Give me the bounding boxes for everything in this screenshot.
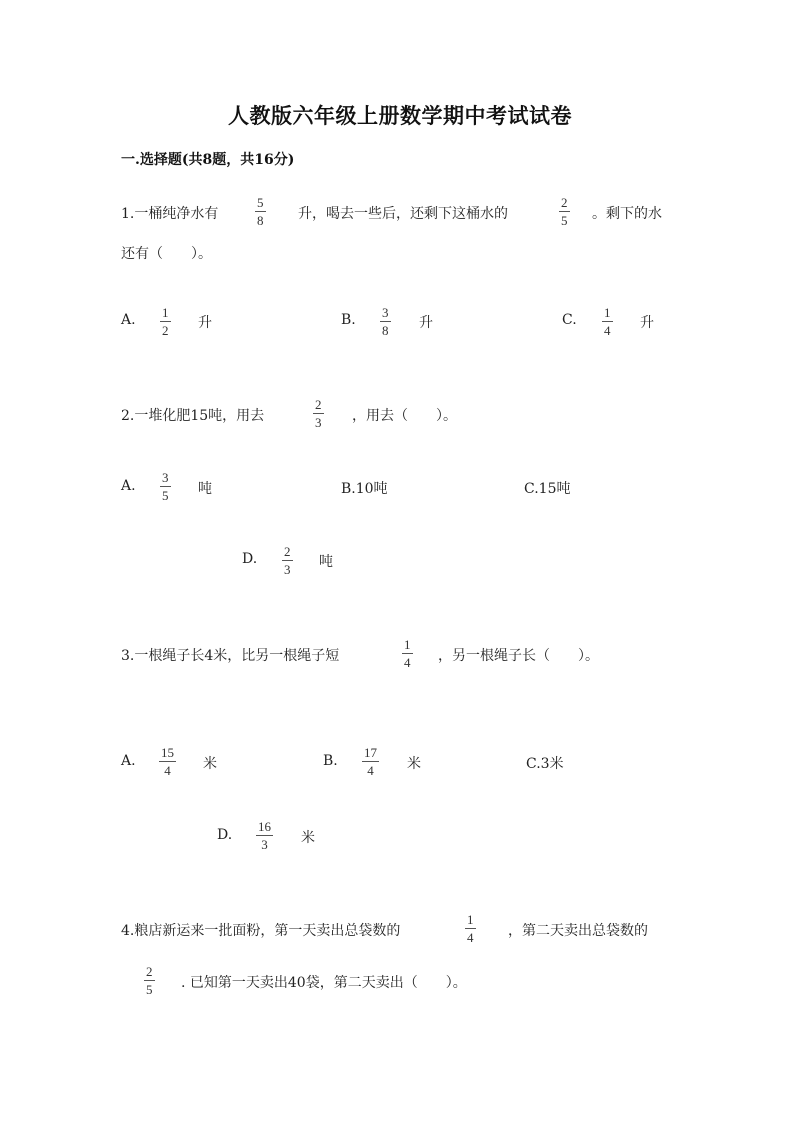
q3-option-a-label[interactable]: A. xyxy=(121,753,136,769)
q3-text-part-2: ，另一根绳子长（ ）。 xyxy=(438,648,599,664)
q1-text-part-3: 。剩下的水 xyxy=(592,206,662,222)
q2-option-b[interactable]: B.10吨 xyxy=(341,481,388,497)
fraction-bar xyxy=(362,761,379,762)
q3-option-d-label[interactable]: D. xyxy=(217,827,233,843)
fraction-numerator: 3 xyxy=(162,470,169,485)
fraction-numerator: 1 xyxy=(467,912,474,927)
fraction-bar xyxy=(402,653,413,654)
fraction-bar xyxy=(159,761,176,762)
q2-option-d-label[interactable]: D. xyxy=(242,551,258,567)
fraction-denominator: 3 xyxy=(284,562,291,577)
q1-option-c-label[interactable]: C. xyxy=(562,312,577,328)
q3-option-d-fraction xyxy=(256,820,273,852)
fraction-numerator: 1 xyxy=(404,637,411,652)
fraction-denominator: 5 xyxy=(561,213,568,228)
q3-option-a-fraction xyxy=(159,746,176,778)
fraction-numerator: 1 xyxy=(162,305,169,320)
q4-text-part-3: . 已知第一天卖出40袋，第二天卖出（ ）。 xyxy=(181,975,467,991)
q1-text-part-2: 升，喝去一些后，还剩下这桶水的 xyxy=(298,206,508,222)
q4-text-part-2: ，第二天卖出总袋数的 xyxy=(508,923,648,939)
q2-option-a-label[interactable]: A. xyxy=(121,478,136,494)
q4-text-part-1: 4.粮店新运来一批面粉，第一天卖出总袋数的 xyxy=(121,923,401,939)
fraction-denominator: 8 xyxy=(257,213,264,228)
fraction-denominator: 4 xyxy=(467,930,474,945)
q3-option-b-label[interactable]: B. xyxy=(323,753,338,769)
page-title: 人教版六年级上册数学期中考试试卷 xyxy=(228,103,572,128)
q2-fraction-1 xyxy=(313,398,324,430)
q1-option-a-unit: 升 xyxy=(198,315,212,331)
fraction-bar xyxy=(282,560,293,561)
fraction-numerator: 17 xyxy=(364,745,377,760)
fraction-numerator: 2 xyxy=(146,964,153,979)
q2-text-part-2: ，用去（ ）。 xyxy=(352,408,457,424)
fraction-bar xyxy=(465,928,476,929)
fraction-numerator: 1 xyxy=(604,305,611,320)
fraction-numerator: 2 xyxy=(561,195,568,210)
fraction-numerator: 3 xyxy=(382,305,389,320)
q1-option-c-unit: 升 xyxy=(640,315,654,331)
q3-option-d-unit: 米 xyxy=(301,830,315,846)
q2-option-a-unit: 吨 xyxy=(198,481,212,497)
fraction-denominator: 4 xyxy=(604,323,611,338)
q1-option-a-fraction xyxy=(160,306,171,338)
q2-option-a-fraction xyxy=(160,471,171,503)
q1-text-part-1: 1.一桶纯净水有 xyxy=(121,206,219,222)
fraction-denominator: 3 xyxy=(261,837,268,852)
fraction-bar xyxy=(256,835,273,836)
q4-fraction-2 xyxy=(144,965,155,997)
q2-option-c[interactable]: C.15吨 xyxy=(524,481,571,497)
fraction-numerator: 2 xyxy=(315,397,322,412)
fraction-bar xyxy=(160,486,171,487)
q2-option-d-unit: 吨 xyxy=(319,554,333,570)
fraction-denominator: 3 xyxy=(315,415,322,430)
fraction-denominator: 4 xyxy=(164,763,171,778)
fraction-denominator: 4 xyxy=(404,655,411,670)
fraction-numerator: 15 xyxy=(161,745,174,760)
q1-text-line-2: 还有（ ）。 xyxy=(121,246,212,262)
fraction-bar xyxy=(602,321,613,322)
q1-option-c-fraction xyxy=(602,306,613,338)
fraction-bar xyxy=(559,211,570,212)
fraction-numerator: 2 xyxy=(284,544,291,559)
q3-fraction-1 xyxy=(402,638,413,670)
fraction-bar xyxy=(380,321,391,322)
fraction-numerator: 5 xyxy=(257,195,264,210)
q1-option-b-fraction xyxy=(380,306,391,338)
fraction-bar xyxy=(160,321,171,322)
q1-option-a-label[interactable]: A. xyxy=(121,312,136,328)
q3-option-a-unit: 米 xyxy=(203,756,217,772)
fraction-denominator: 5 xyxy=(162,488,169,503)
q3-option-c[interactable]: C.3米 xyxy=(526,756,564,772)
fraction-bar xyxy=(144,980,155,981)
q2-text-part-1: 2.一堆化肥15吨，用去 xyxy=(121,408,265,424)
section-heading: 一.选择题(共8题，共16分) xyxy=(121,152,295,168)
q4-fraction-1 xyxy=(465,913,476,945)
q1-fraction-2 xyxy=(559,196,570,228)
q3-option-b-unit: 米 xyxy=(407,756,421,772)
fraction-denominator: 2 xyxy=(162,323,169,338)
fraction-denominator: 5 xyxy=(146,982,153,997)
q1-option-b-unit: 升 xyxy=(419,315,433,331)
q3-text-part-1: 3.一根绳子长4米，比另一根绳子短 xyxy=(121,648,340,664)
q3-option-b-fraction xyxy=(362,746,379,778)
q2-option-d-fraction xyxy=(282,545,293,577)
q1-fraction-1 xyxy=(255,196,266,228)
fraction-denominator: 4 xyxy=(367,763,374,778)
q1-option-b-label[interactable]: B. xyxy=(341,312,356,328)
fraction-bar xyxy=(255,211,266,212)
fraction-denominator: 8 xyxy=(382,323,389,338)
fraction-bar xyxy=(313,413,324,414)
fraction-numerator: 16 xyxy=(258,819,271,834)
